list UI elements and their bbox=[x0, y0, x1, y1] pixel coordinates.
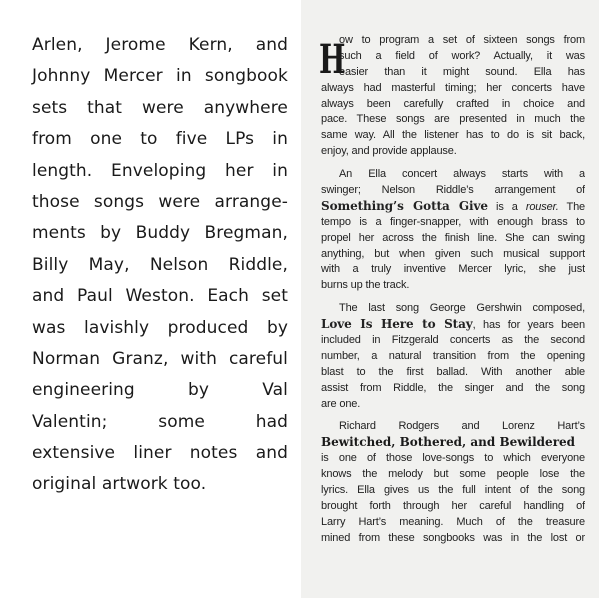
text-line: always had masterful timing; her concerts have bbox=[321, 81, 585, 94]
song-title: Love Is Here to Stay bbox=[321, 317, 473, 332]
text-line: Arlen, Jerome Kern, and bbox=[32, 35, 288, 55]
text-line: pace. These songs are presented in much the bbox=[321, 113, 585, 126]
paragraph-bewitched bbox=[321, 419, 585, 546]
text-line: blast to the first ballad. With another able bbox=[321, 365, 585, 378]
text-line: knows the melody but some people lose the bbox=[321, 468, 585, 481]
text-line: always been carefully crafted in choice and bbox=[321, 97, 585, 110]
text-line: Larry Hart’s meaning. Much of the treasure bbox=[321, 515, 585, 528]
paragraph-intro bbox=[321, 33, 585, 160]
text-line: assist from Riddle, the singer and the song bbox=[321, 381, 585, 394]
text-line: easier than it might sound. Ella has bbox=[339, 65, 585, 78]
text-line: are one. bbox=[321, 397, 361, 410]
text-line: and Paul Weston. Each set bbox=[32, 286, 288, 307]
text-line: Johnny Mercer in songbook bbox=[32, 66, 288, 87]
text-line: tempo is a finger-snapper, with enough brass to bbox=[321, 215, 585, 228]
text-line: engineering by Val bbox=[32, 380, 288, 401]
text-line: those songs were arrange- bbox=[32, 191, 288, 212]
text-line: sets that were anywhere bbox=[32, 97, 288, 118]
text-line: original artwork too. bbox=[32, 474, 207, 495]
text-line: such a field of work? Actually, it was bbox=[339, 49, 585, 62]
left-column-text bbox=[32, 30, 288, 501]
text-line: same way. All the listener has to do is sit back, bbox=[321, 129, 585, 142]
text-line: Billy May, Nelson Riddle, bbox=[32, 254, 288, 275]
text-line: was lavishly produced by bbox=[32, 317, 288, 338]
right-page bbox=[301, 0, 599, 598]
drop-cap: H bbox=[319, 36, 346, 83]
text-line: An Ella concert always starts with a bbox=[339, 168, 585, 181]
text-line: swinger; Nelson Riddle’s arrangement of bbox=[321, 184, 585, 197]
text-line: The last song George Gershwin composed, bbox=[339, 302, 585, 315]
paragraph-love-is-here-to-stay bbox=[321, 301, 585, 412]
text-line: Valentin; some had bbox=[32, 411, 288, 432]
paragraph-something-gotta-give bbox=[321, 167, 585, 294]
text-line: with a truly inventive Mercer lyric, she just bbox=[321, 263, 585, 276]
text-line: length. Enveloping her in bbox=[32, 160, 288, 181]
text-line: number, a natural transition from the opening bbox=[321, 349, 585, 362]
text-line: anything, but when given such musical support bbox=[321, 247, 585, 260]
right-column-text bbox=[321, 33, 585, 547]
text-line: Love Is Here to Stay, has for years been bbox=[321, 317, 585, 332]
text-line: Something’s Gotta Give is a rouser. The bbox=[321, 198, 585, 213]
text-line: lyrics. Ella gives us the full intent of the song bbox=[321, 484, 585, 497]
text-line: ments by Buddy Bregman, bbox=[32, 223, 288, 244]
song-title: Something’s Gotta Give bbox=[321, 198, 488, 213]
text-line: brought forth through her careful handling of bbox=[321, 499, 585, 512]
text-line: Richard Rodgers and Lorenz Hart’s bbox=[339, 420, 585, 433]
text-line: burns up the track. bbox=[321, 279, 410, 292]
text-line: from one to five LPs in bbox=[32, 129, 288, 150]
text-line: propel her across the finish line. She can swing bbox=[321, 231, 585, 244]
text-line: enjoy, and provide applause. bbox=[321, 145, 457, 158]
text-line: included in Fitzgerald concerts as the second bbox=[321, 334, 585, 347]
text-line: extensive liner notes and bbox=[32, 443, 288, 464]
song-title: Bewitched, Bothered, and Bewildered bbox=[321, 435, 576, 450]
text-line: ow to program a set of sixteen songs from bbox=[339, 34, 585, 46]
text-line: Norman Granz, with careful bbox=[32, 348, 288, 369]
text-line: is one of those love-songs to which everyone bbox=[321, 452, 585, 465]
text-line: mined from these songbooks was in the lost or bbox=[321, 531, 585, 544]
